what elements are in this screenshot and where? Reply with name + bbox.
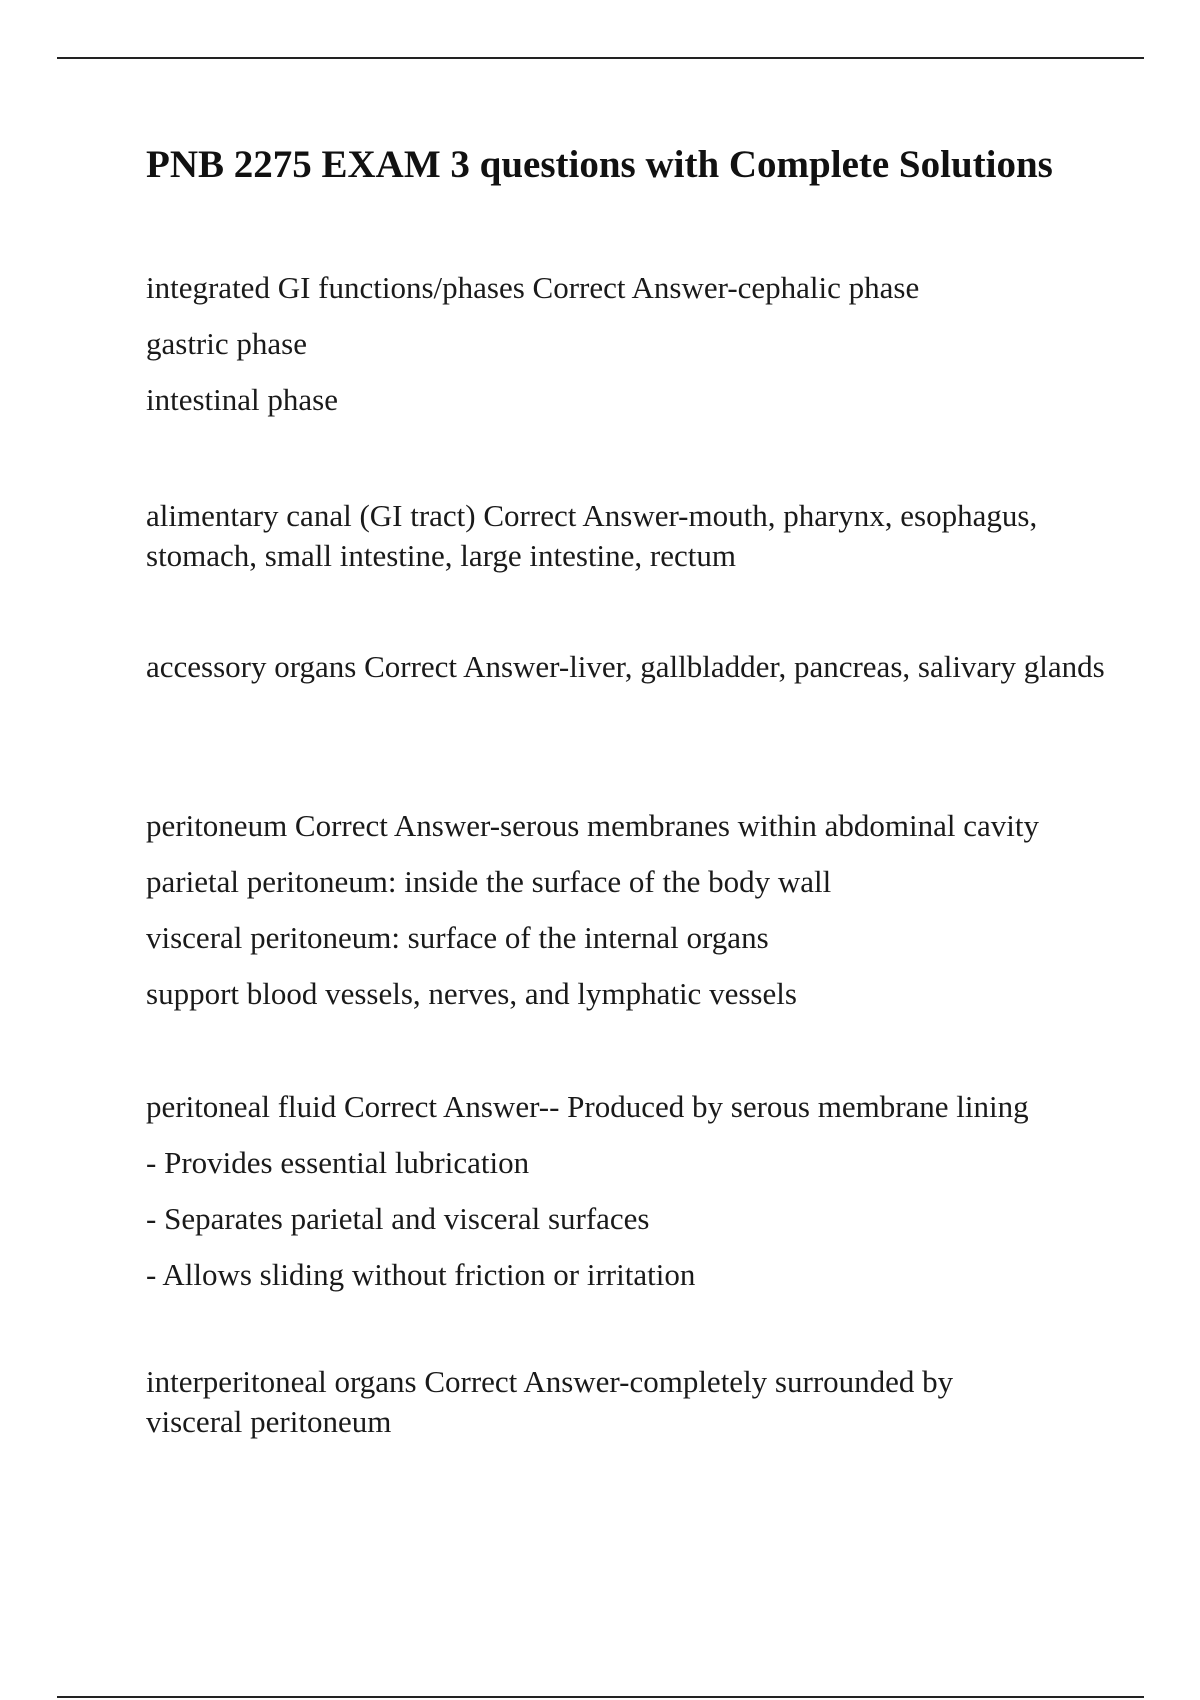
qa-line: peritoneum Correct Answer-serous membranes within abdominal cavity (146, 808, 1039, 843)
qa-line: integrated GI functions/phases Correct Answer-cephalic phase (146, 270, 920, 305)
qa-entry-peritoneal-fluid (146, 1079, 1106, 1303)
footer-rule (57, 1696, 1144, 1698)
qa-text: accessory organs Correct Answer-liver, gallbladder, pancreas, salivary glands (146, 649, 1105, 684)
qa-entry-gi-phases (146, 260, 1106, 428)
qa-line: peritoneal fluid Correct Answer-- Produced by serous membrane lining (146, 1089, 1029, 1124)
qa-line: - Allows sliding without friction or irritation (146, 1257, 696, 1292)
qa-line: - Provides essential lubrication (146, 1145, 530, 1180)
qa-line: parietal peritoneum: inside the surface of the body wall (146, 864, 832, 899)
qa-text: interperitoneal organs Correct Answer-completely surrounded by visceral peritoneum (146, 1364, 954, 1439)
qa-line: intestinal phase (146, 382, 338, 417)
document-title: PNB 2275 EXAM 3 questions with Complete Solutions (146, 143, 1053, 186)
header-rule (57, 57, 1144, 59)
qa-entry-alimentary-canal (146, 496, 1106, 576)
qa-line: gastric phase (146, 326, 307, 361)
qa-entry-peritoneum (146, 798, 1106, 1022)
qa-line: support blood vessels, nerves, and lymphatic vessels (146, 976, 797, 1011)
qa-text: alimentary canal (GI tract) Correct Answer-mouth, pharynx, esophagus, stomach, small intestine, large intestine, rectum (146, 498, 1038, 573)
qa-entry-accessory-organs (146, 647, 1106, 687)
qa-line: - Separates parietal and visceral surfaces (146, 1201, 650, 1236)
qa-line: visceral peritoneum: surface of the internal organs (146, 920, 769, 955)
qa-entry-interperitoneal-organs (146, 1362, 1106, 1442)
